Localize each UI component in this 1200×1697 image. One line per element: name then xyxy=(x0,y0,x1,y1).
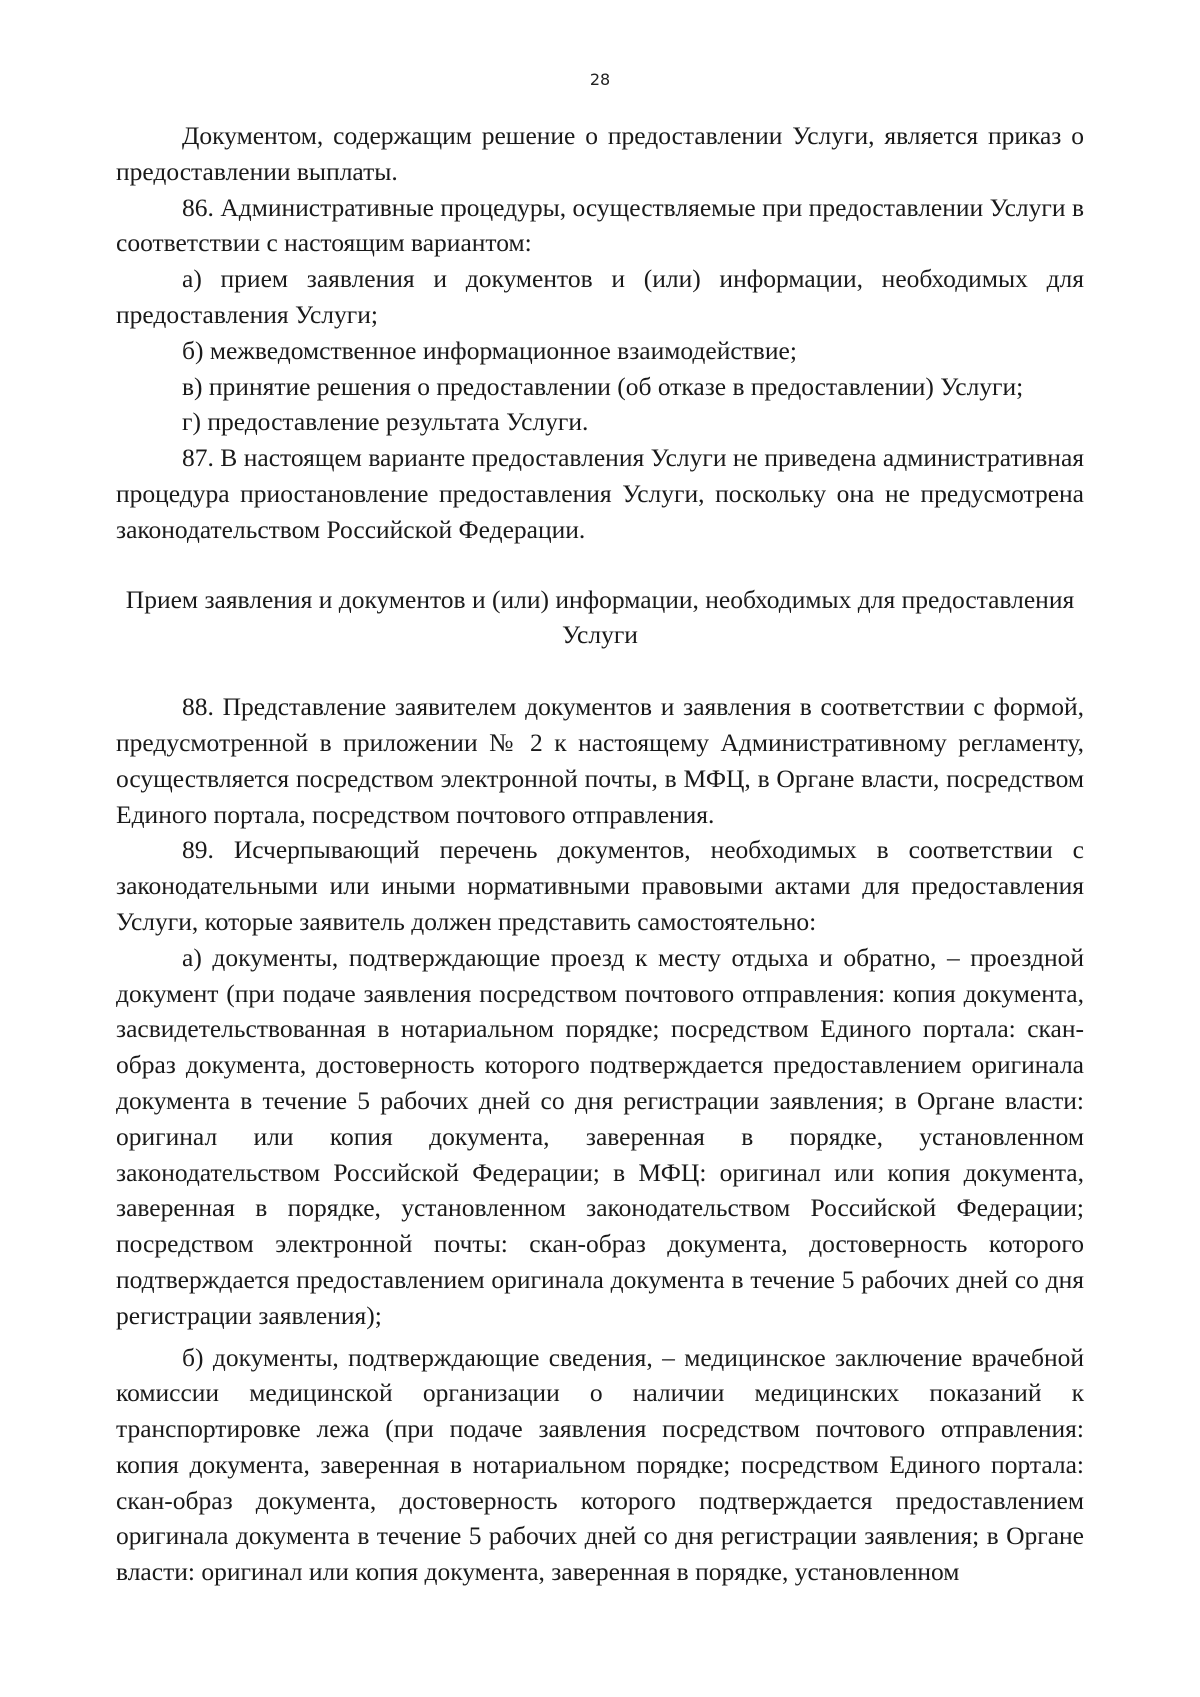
paragraph-86: 86. Административные процедуры, осуществляемые при предоставлении Услуги в соответствии с настоящим вариантом: xyxy=(116,192,1084,258)
page-number: 28 xyxy=(589,70,611,89)
paragraph-87: 87. В настоящем варианте предоставления Услуги не приведена административная процедура приостановление предоставления Услуги, поскольку она не предусмотрена законодательством Российской Федерации. xyxy=(116,443,1084,544)
paragraph-86-item-b: б) межведомственное информационное взаимодействие; xyxy=(182,335,797,365)
paragraph-89: 89. Исчерпывающий перечень документов, необходимых в соответствии с законодательными или иными нормативными правовыми актами для предоставления Услуги, которые заявитель должен представить самостоятельно: xyxy=(116,835,1084,936)
section-heading: Прием заявления и документов и (или) информации, необходимых для предоставления Услуги xyxy=(125,584,1075,650)
paragraph-86-item-v: в) принятие решения о предоставлении (об отказе в предоставлении) Услуги; xyxy=(182,371,1024,401)
paragraph-86-item-g: г) предоставление результата Услуги. xyxy=(182,407,589,437)
paragraph-89-item-b: б) документы, подтверждающие сведения, – медицинское заключение врачебной комиссии медицинской организации о наличии медицинских показаний к транспортировке лежа (при подаче заявления посредством почтового отправления: копия документа, заверенная в нотариальном порядке; посредством Единого портала: скан-образ документа, достоверность которого подтверждается предоставлением оригинала документа в течение 5 рабочих дней со дня регистрации заявления; в Органе власти: оригинал или копия документа, заверенная в порядке, установленном xyxy=(116,1342,1084,1587)
document-body xyxy=(116,118,1084,1590)
paragraph-decision-document: Документом, содержащим решение о предоставлении Услуги, является приказ о предоставлении выплаты. xyxy=(116,121,1084,186)
paragraph-86-item-a: а) прием заявления и документов и (или) информации, необходимых для предоставления Услуги; xyxy=(116,264,1084,329)
paragraph-89-item-a: а) документы, подтверждающие проезд к месту отдыха и обратно, – проездной документ (при подаче заявления посредством почтового отправления: копия документа, засвидетельствованная в нотариальном порядке; посредством Единого портала: скан-образ документа, достоверность которого подтверждается предоставлением оригинала документа в течение 5 рабочих дней со дня регистрации заявления; в Органе власти: оригинал или копия документа, заверенная в порядке, установленном законодательством Российской Федерации; в МФЦ: оригинал или копия документа, заверенная в порядке, установленном законодательством Российской Федерации; посредством электронной почты: скан-образ документа, достоверность которого подтверждается предоставлением оригинала документа в течение 5 рабочих дней со дня регистрации заявления); xyxy=(116,942,1084,1330)
paragraph-88: 88. Представление заявителем документов и заявления в соответствии с формой, предусмотренной в приложении № 2 к настоящему Административному регламенту, осуществляется посредством электронной почты, в МФЦ, в Органе власти, посредством Единого портала, посредством почтового отправления. xyxy=(116,692,1084,829)
